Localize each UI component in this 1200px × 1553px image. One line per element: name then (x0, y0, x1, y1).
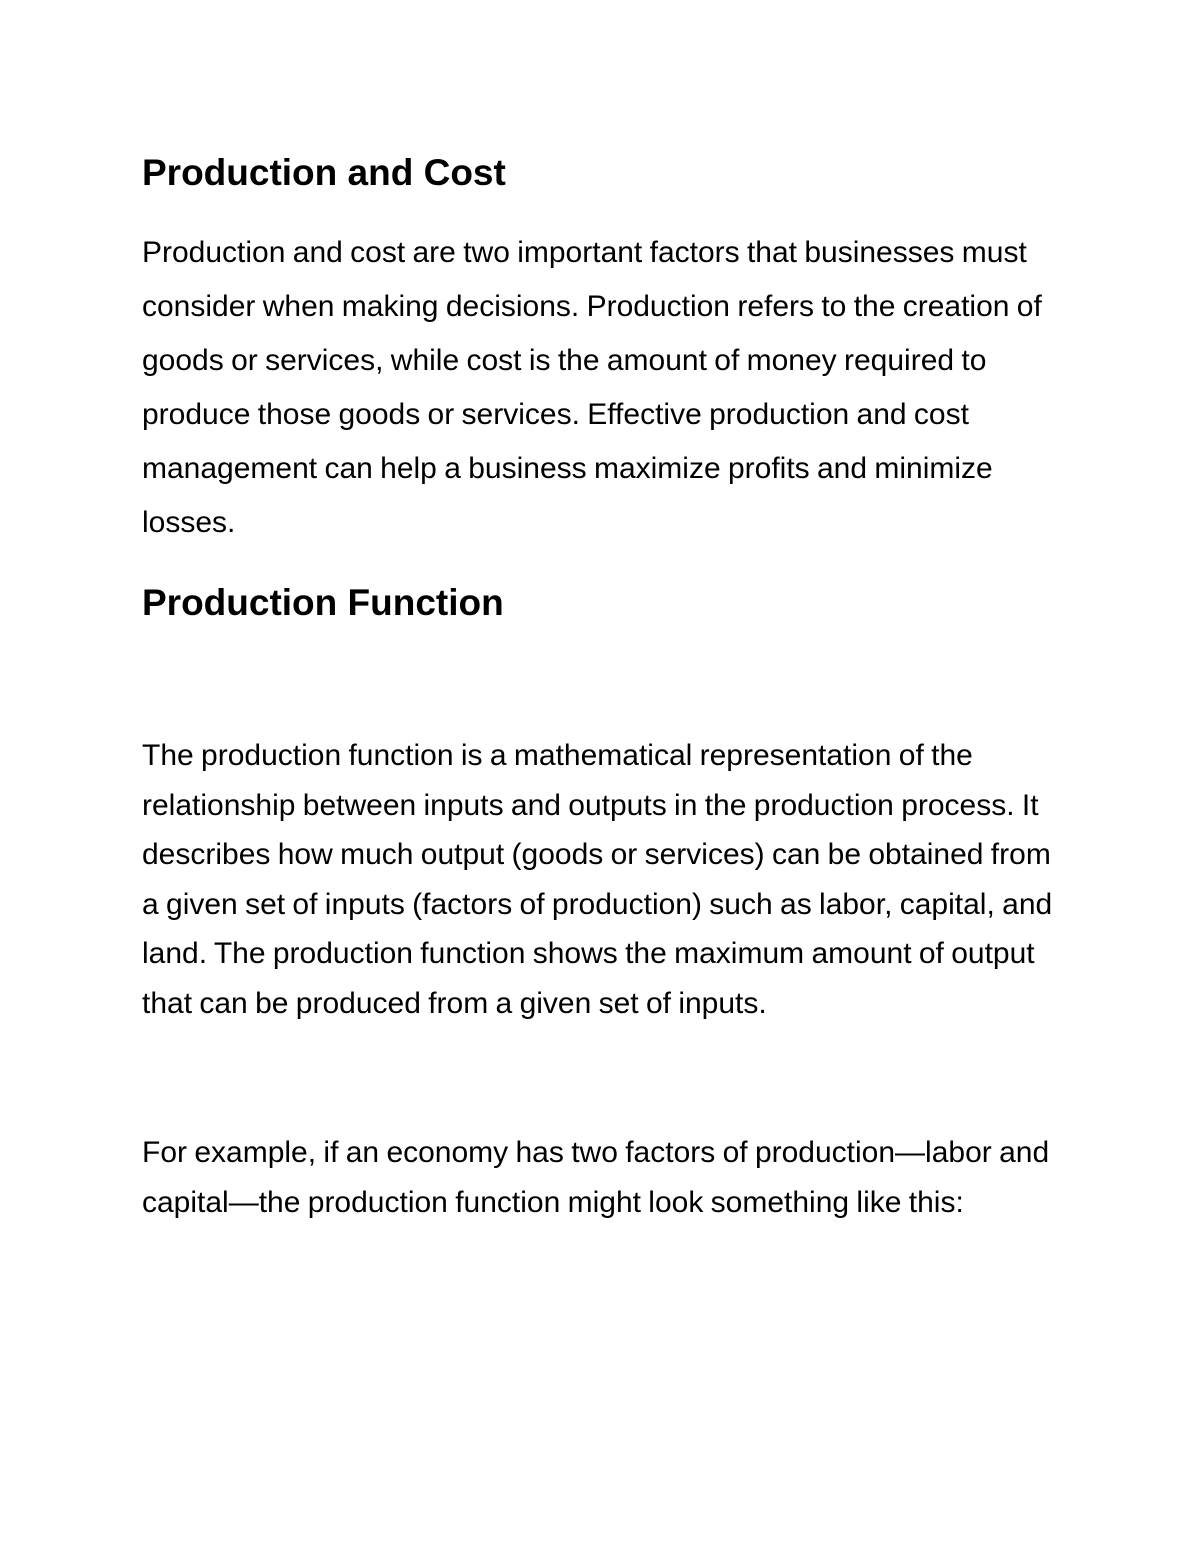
heading-production-and-cost: Production and Cost (142, 152, 506, 193)
paragraph-production-and-cost: Production and cost are two important factors that businesses must consider when making decisions. Production refers to the creation of goods or services, while cost is the amount of money required to produce those goods or services. Effective production and cost management can help a business maximize profits and minimize losses. (142, 236, 1042, 539)
paragraph-production-function: The production function is a mathematical representation of the relationship between inputs and outputs in the production process. It describes how much output (goods or services) can be obtained from a given set of inputs (factors of production) such as labor, capital, and land. The production function shows the maximum amount of output that can be produced from a given set of inputs. (142, 739, 1053, 1020)
paragraph-example: For example, if an economy has two factors of production—labor and capital—the production function might look something like this: (142, 1136, 1050, 1219)
heading-production-function: Production Function (142, 582, 504, 623)
document-body (142, 146, 1072, 1227)
